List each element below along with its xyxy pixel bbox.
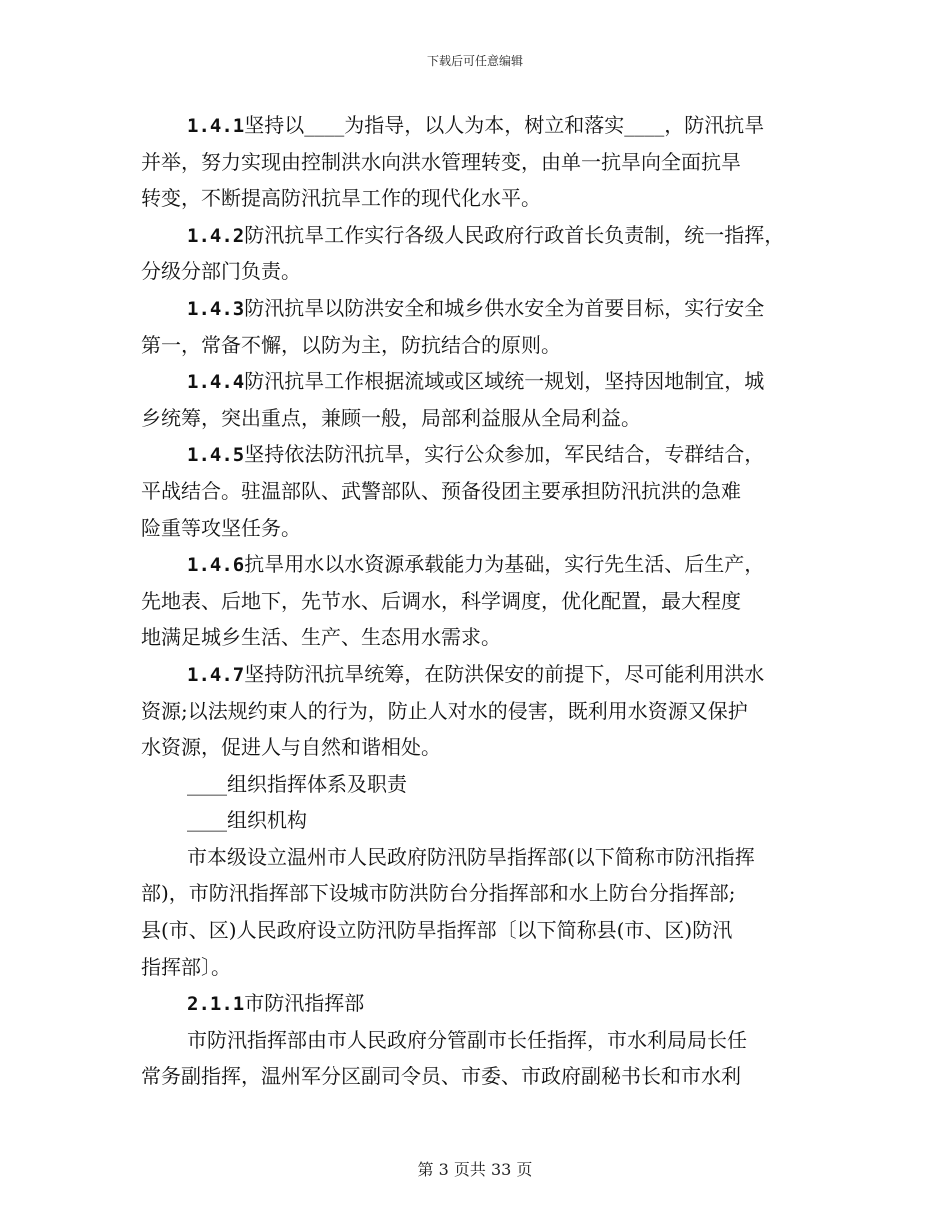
text-line: [141, 729, 821, 766]
text-line: [141, 583, 821, 620]
line-text: 县(市、区)人民政府设立防汛防旱指挥部〔以下简称县(市、区)防汛: [141, 918, 733, 943]
section-number: 1.4.7: [187, 663, 245, 686]
section-number: 1.4.5: [187, 444, 245, 467]
text-line: [141, 949, 821, 986]
page-header: 下载后可任意编辑: [426, 54, 523, 68]
section-number: 1.4.3: [187, 297, 245, 320]
text-line: [141, 290, 821, 327]
line-text: 转变，不断提高防汛抗旱工作的现代化水平。: [141, 186, 541, 211]
text-line: [141, 327, 821, 364]
line-text: 先地表、后地下，先节水、后调水，科学调度，优化配置，最大程度: [141, 588, 741, 613]
line-text: ____组织机构: [187, 808, 307, 833]
line-text: 坚持防汛抗旱统筹，在防洪保安的前提下，尽可能利用洪水: [244, 661, 765, 686]
line-text: 平战结合。驻温部队、武警部队、预备役团主要承担防汛抗洪的急难: [141, 478, 741, 503]
line-text: 第一，常备不懈，以防为主，防抗结合的原则。: [141, 332, 561, 357]
line-text: 防汛抗旱工作根据流域或区域统一规划，坚持因地制宜，城: [244, 369, 765, 394]
text-line: [141, 619, 821, 656]
line-text: 市本级设立温州市人民政府防汛防旱指挥部(以下简称市防汛指挥: [187, 844, 755, 869]
page-footer: 第 3 页共 33 页: [417, 1160, 533, 1179]
line-text: 防汛抗旱工作实行各级人民政府行政首长负责制，统一指挥，: [244, 222, 785, 247]
text-line: [141, 839, 821, 876]
text-line: [141, 1058, 821, 1095]
line-text: 坚持依法防汛抗旱，实行公众参加，军民结合，专群结合，: [244, 442, 765, 467]
text-line: [141, 436, 821, 473]
line-text: 水资源，促进人与自然和谐相处。: [141, 735, 441, 760]
text-line: [141, 766, 821, 803]
line-text: 险重等攻坚任务。: [141, 515, 301, 540]
text-line: [141, 400, 821, 437]
line-text: 市防汛指挥部由市人民政府分管副市长任指挥，市水利局局长任: [187, 1027, 747, 1052]
line-text: 乡统筹，突出重点，兼顾一般，局部利益服从全局利益。: [141, 405, 641, 430]
text-line: [141, 107, 821, 144]
line-text: 并举，努力实现由控制洪水向洪水管理转变，由单一抗旱向全面抗旱: [141, 149, 741, 174]
section-number: 1.4.4: [187, 371, 245, 394]
text-line: [141, 1022, 821, 1059]
text-line: [141, 875, 821, 912]
section-number: 1.4.2: [187, 224, 245, 247]
text-line: [141, 180, 821, 217]
line-text: ____组织指挥体系及职责: [187, 771, 407, 796]
section-number: 1.4.1: [187, 115, 245, 137]
line-text: 抗旱用水以水资源承载能力为基础，实行先生活、后生产，: [244, 552, 765, 577]
text-line: [141, 546, 821, 583]
text-line: [141, 363, 821, 400]
text-line: [141, 217, 821, 254]
text-line: [141, 656, 821, 693]
line-text: 分级分部门负责。: [141, 259, 301, 284]
section-number: 1.4.6: [187, 554, 245, 577]
line-text: 常务副指挥，温州军分区副司令员、市委、市政府副秘书长和市水利: [141, 1064, 741, 1089]
text-line: [141, 510, 821, 547]
text-line: [141, 144, 821, 181]
line-text: 防汛抗旱以防洪安全和城乡供水安全为首要目标，实行安全: [244, 295, 765, 320]
line-text: 市防汛指挥部: [244, 991, 365, 1016]
text-line: [141, 253, 821, 290]
text-line: [141, 912, 821, 949]
line-text: 指挥部〕。: [141, 954, 231, 979]
line-text: 资源;以法规约束人的行为，防止人对水的侵害，既利用水资源又保护: [141, 698, 748, 723]
line-text: 坚持以____为指导，以人为本，树立和落实____，防汛抗旱: [244, 113, 765, 137]
line-text: 地满足城乡生活、生产、生态用水需求。: [141, 625, 501, 650]
line-text: 部)，市防汛指挥部下设城市防洪防台分指挥部和水上防台分指挥部;: [141, 881, 736, 906]
section-number: 2.1.1: [187, 993, 245, 1016]
text-line: [141, 473, 821, 510]
text-line: [141, 693, 821, 730]
document-body: [141, 107, 821, 1095]
text-line: [141, 802, 821, 839]
text-line: [141, 985, 821, 1022]
